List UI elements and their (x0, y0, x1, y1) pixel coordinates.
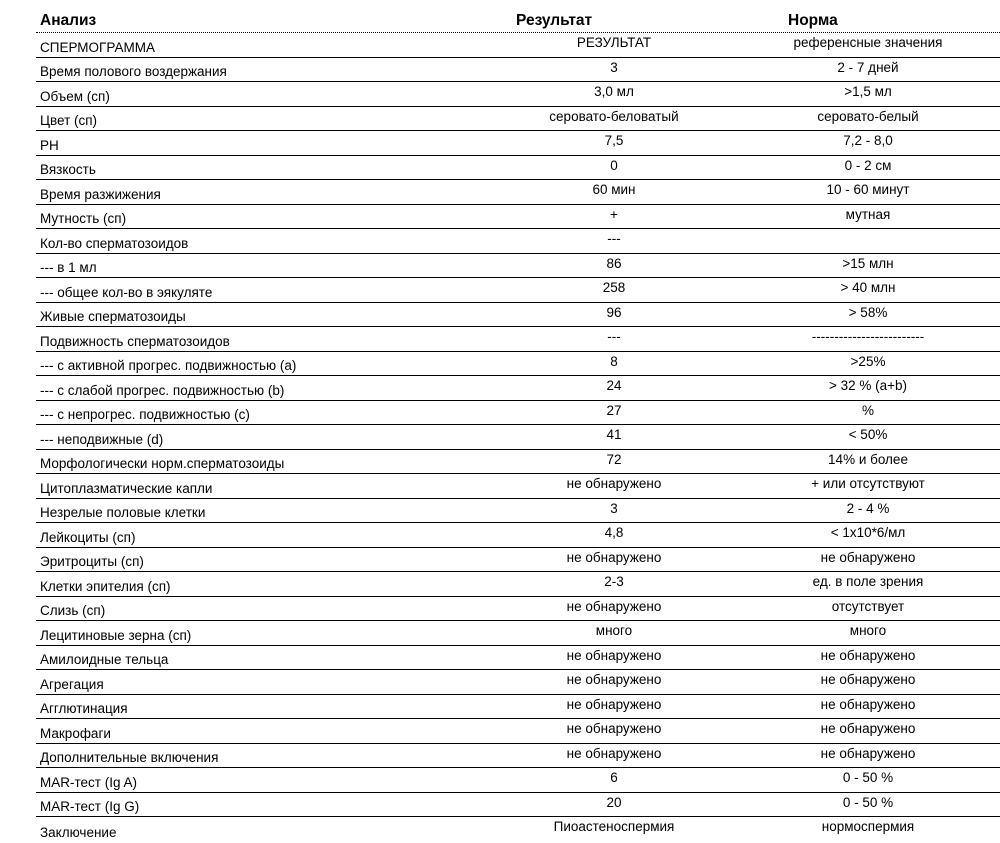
table-row (36, 156, 1000, 181)
row-name: Время разжижения (40, 186, 161, 202)
row-norm: >15 млн (842, 255, 894, 271)
table-row (36, 327, 1000, 352)
table-row (36, 793, 1000, 818)
results-table (36, 8, 1000, 842)
table-row (36, 278, 1000, 303)
table-row (36, 548, 1000, 573)
row-name: Морфологически норм.сперматозоиды (40, 456, 285, 471)
row-name: Время полового воздержания (40, 64, 227, 79)
row-name: Цвет (сп) (40, 113, 98, 128)
row-name: --- в 1 мл (40, 260, 97, 275)
row-result: 4,8 (604, 525, 624, 540)
table-header (36, 8, 1000, 33)
table-row (36, 450, 1000, 475)
row-norm: % (861, 402, 874, 418)
row-name: Клетки эпителия (сп) (40, 578, 171, 594)
table-row (36, 474, 1000, 499)
row-result: + (610, 206, 618, 222)
table-row (36, 499, 1000, 524)
row-norm: 7,2 - 8,0 (843, 133, 893, 148)
row-result: много (595, 623, 633, 638)
row-name: MAR-тест (Ig G) (40, 799, 140, 814)
table-row (36, 229, 1000, 254)
row-result: не обнаружено (566, 696, 662, 712)
row-result: 3 (610, 500, 618, 516)
row-name: Амилоидные тельца (40, 652, 169, 667)
row-name: MAR-тест (Ig A) (40, 774, 137, 790)
table-row (36, 303, 1000, 328)
table-row (36, 82, 1000, 107)
table-row (36, 131, 1000, 156)
row-name: Агглютинация (40, 701, 128, 716)
row-norm: не обнаружено (820, 745, 916, 761)
row-name: Эритроциты (сп) (40, 554, 144, 569)
table-row (36, 352, 1000, 377)
row-norm: 2 - 4 % (846, 500, 890, 516)
row-name: Цитоплазматические капли (40, 480, 213, 496)
page-title-clipped (40, 0, 310, 4)
row-result: 8 (610, 353, 618, 369)
row-result: не обнаружено (566, 476, 662, 491)
table-row (36, 523, 1000, 548)
row-norm: < 1x10*6/мл (830, 525, 906, 540)
table-row (36, 180, 1000, 205)
table-row (36, 817, 1000, 842)
row-norm: 0 - 50 % (842, 794, 894, 810)
row-name: Агрегация (40, 676, 104, 692)
row-norm: не обнаружено (820, 549, 916, 565)
row-result: 72 (606, 451, 622, 467)
row-name: --- общее кол-во в эякуляте (40, 284, 213, 300)
row-norm: нормоспермия (821, 819, 915, 834)
row-result: не обнаружено (566, 745, 662, 761)
row-name: --- с слабой прогрес. подвижностью (b) (40, 382, 285, 398)
table-body (36, 33, 1000, 842)
table-row (36, 621, 1000, 646)
row-norm: не обнаружено (820, 721, 916, 736)
row-result: 6 (610, 770, 618, 785)
row-result: 86 (606, 255, 622, 271)
row-result: 96 (606, 304, 622, 320)
table-row (36, 376, 1000, 401)
table-row (36, 744, 1000, 769)
row-norm: референсные значения (793, 35, 943, 50)
table-row (36, 695, 1000, 720)
row-norm: не обнаружено (820, 696, 916, 712)
row-norm: < 50% (848, 427, 888, 442)
row-name: Объем (сп) (40, 88, 110, 104)
row-norm: 0 - 2 см (844, 157, 892, 173)
row-norm: > 40 млн (840, 280, 896, 295)
row-result: 0 (610, 157, 618, 173)
row-result: не обнаружено (566, 647, 662, 663)
row-name: Подвижность сперматозоидов (40, 333, 230, 349)
row-result: --- (607, 329, 621, 344)
row-result: 7,5 (604, 133, 624, 148)
row-result: 24 (606, 378, 622, 393)
row-result: 60 мин (592, 182, 636, 197)
row-result: 3 (610, 59, 618, 75)
table-row (36, 401, 1000, 426)
row-norm: 0 - 50 % (842, 770, 894, 785)
row-norm: > 32 % (a+b) (828, 378, 908, 393)
row-norm: 2 - 7 дней (837, 59, 899, 75)
table-row (36, 425, 1000, 450)
table-row (36, 205, 1000, 230)
table-row (36, 107, 1000, 132)
table-row (36, 33, 1000, 58)
row-name: Живые сперматозоиды (40, 309, 186, 324)
row-result: Пиоастеноспермия (553, 819, 675, 834)
header-norm: Норма (788, 12, 838, 29)
row-norm: >1,5 мл (844, 84, 892, 99)
row-name: PH (40, 137, 59, 153)
row-result: 2-3 (604, 574, 624, 589)
header-result: Результат (516, 12, 593, 29)
row-norm: много (849, 623, 887, 638)
row-name: --- неподвижные (d) (40, 431, 164, 447)
row-norm: > 58% (848, 304, 888, 320)
row-result: не обнаружено (566, 672, 662, 687)
table-row (36, 254, 1000, 279)
row-norm: ед. в поле зрения (812, 574, 924, 589)
table-row (36, 58, 1000, 83)
row-name: Кол-во сперматозоидов (40, 235, 189, 251)
row-name: Незрелые половые клетки (40, 505, 206, 520)
row-result: не обнаружено (566, 598, 662, 614)
row-result: не обнаружено (566, 721, 662, 736)
row-result: не обнаружено (566, 549, 662, 565)
row-norm: >25% (850, 353, 886, 369)
row-name: Слизь (сп) (40, 603, 106, 618)
row-norm: не обнаружено (820, 672, 916, 687)
row-name: Мутность (сп) (40, 211, 127, 226)
row-norm: + или отсутствуют (811, 476, 925, 491)
row-name: --- с непрогрес. подвижностью (c) (40, 407, 250, 422)
row-result: серовато-беловатый (549, 108, 679, 124)
row-name: Лецитиновые зерна (сп) (40, 627, 192, 643)
table-row (36, 768, 1000, 793)
row-name: Вязкость (40, 162, 96, 177)
table-row (36, 719, 1000, 744)
table-row (36, 670, 1000, 695)
row-result: 41 (606, 427, 622, 442)
row-norm: не обнаружено (820, 647, 916, 663)
row-name: --- с активной прогрес. подвижностью (a) (40, 358, 297, 373)
table-row (36, 597, 1000, 622)
row-name: Дополнительные включения (40, 750, 219, 765)
row-norm: 10 - 60 минут (826, 182, 910, 197)
row-norm: мутная (845, 206, 891, 222)
row-result: 258 (602, 280, 626, 295)
row-norm: отсутствует (831, 598, 905, 614)
row-result: 20 (606, 794, 622, 810)
table-row (36, 572, 1000, 597)
row-result: 3,0 мл (594, 84, 634, 99)
row-norm: серовато-белый (817, 108, 919, 124)
row-result: --- (607, 231, 621, 246)
row-result: 27 (606, 402, 622, 418)
row-name: Заключение (40, 824, 117, 840)
row-result: РЕЗУЛЬТАТ (576, 35, 652, 50)
row-norm: 14% и более (828, 451, 908, 467)
row-norm: ------------------------- (811, 329, 925, 344)
row-name: СПЕРМОГРАММА (40, 39, 155, 55)
header-analysis: Анализ (40, 12, 97, 29)
row-name: Лейкоциты (сп) (40, 529, 136, 545)
row-name: Макрофаги (40, 725, 111, 741)
table-row (36, 646, 1000, 671)
